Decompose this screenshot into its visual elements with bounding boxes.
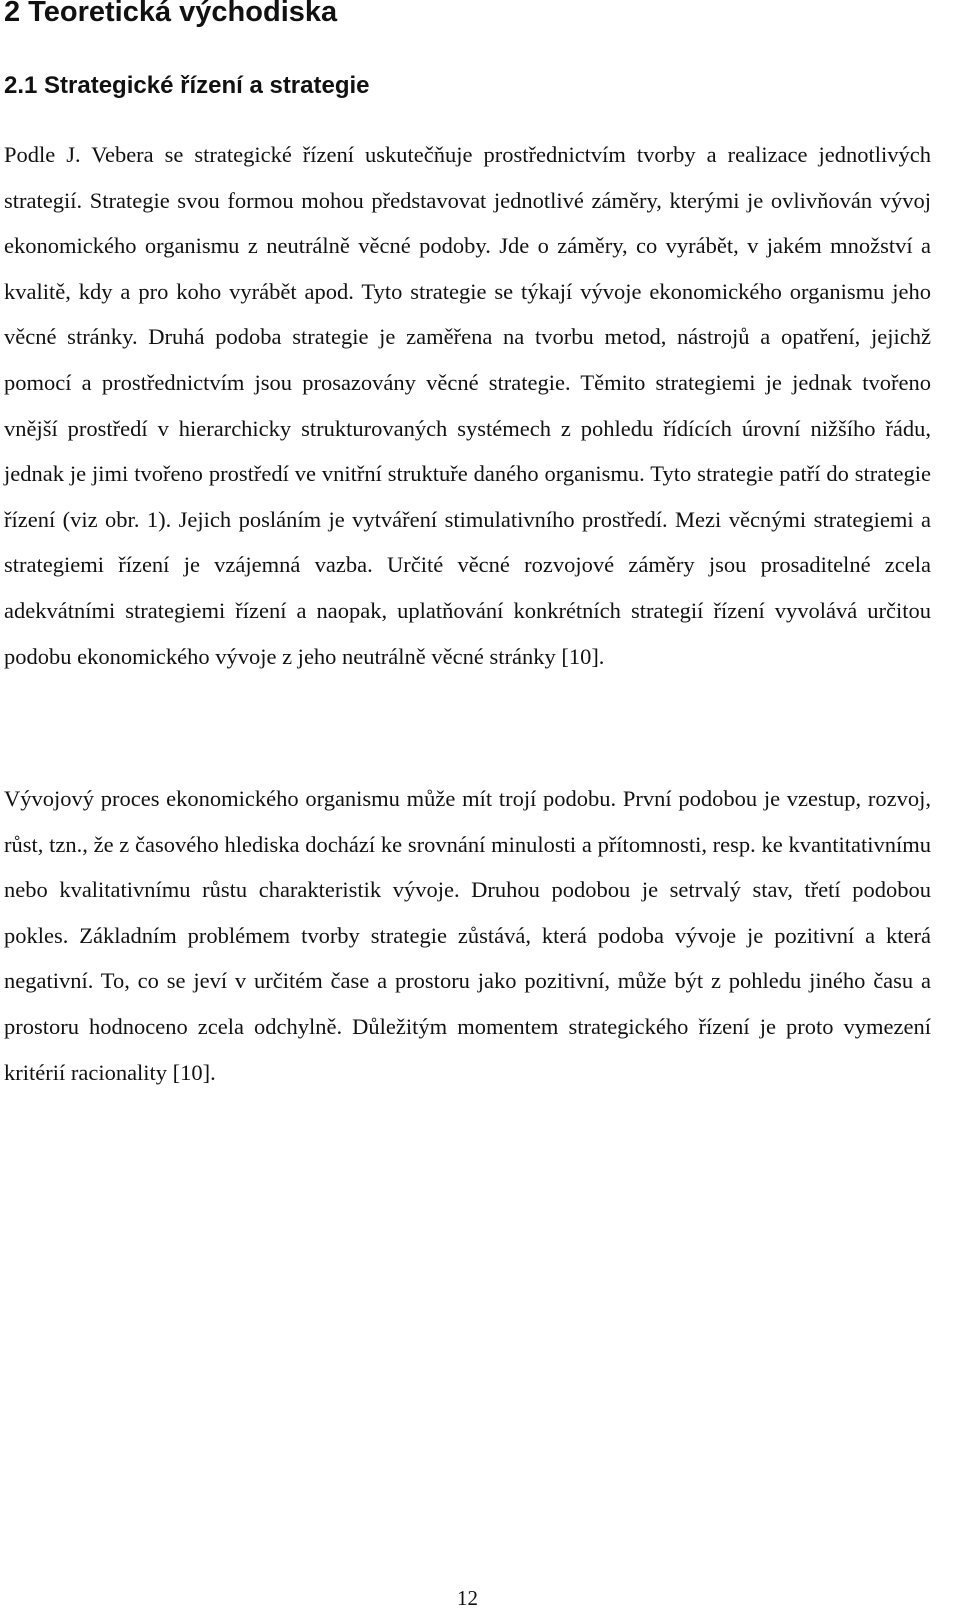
page-number: 12 <box>457 1586 478 1610</box>
section-title: 2.1 Strategické řízení a strategie <box>4 72 370 99</box>
body-paragraph-2: Vývojový proces ekonomického organismu může mít trojí podobu. První podobou je vzestup, rozvoj, růst, tzn., že z časového hlediska dochází ke srovnání minulosti a přítomnosti, resp. ke kvantitativnímu nebo kvalitativnímu růstu charakteristik vývoje. Druhou podobou je setrvalý stav, třetí podobou pokles. Základním problémem tvorby strategie zůstává, která podoba vývoje je pozitivní a která negativní. To, co se jeví v určitém čase a prostoru jako pozitivní, může být z pohledu jiného času a prostoru hodnoceno zcela odchylně. Důležitým momentem strategického řízení je proto vymezení kritérií racionality [10]. <box>4 786 931 1085</box>
chapter-title: 2 Teoretická východiska <box>4 0 338 28</box>
body-paragraph-1: Podle J. Vebera se strategické řízení uskutečňuje prostřednictvím tvorby a realizace jednotlivých strategií. Strategie svou formou mohou představovat jednotlivé záměry, kterými je ovlivňován vývoj ekonomického organismu z neutrálně věcné podoby. Jde o záměry, co vyrábět, v jakém množství a kvalitě, kdy a pro koho vyrábět apod. Tyto strategie se týkají vývoje ekonomického organismu jeho věcné stránky. Druhá podoba strategie je zaměřena na tvorbu metod, nástrojů a opatření, jejichž pomocí a prostřednictvím jsou prosazovány věcné strategie. Těmito strategiemi je jednak tvořeno vnější prostředí v hierarchicky strukturovaných systémech z pohledu řídících úrovní nižšího řádu, jednak je jimi tvořeno prostředí ve vnitřní struktuře daného organismu. Tyto strategie patří do strategie řízení (viz obr. 1). Jejich posláním je vytváření stimulativního prostředí. Mezi věcnými strategiemi a strategiemi řízení je vzájemná vazba. Určité věcné rozvojové záměry jsou prosaditelné zcela adekvátními strategiemi řízení a naopak, uplatňování konkrétních strategií řízení vyvolává určitou podobu ekonomického vývoje z jeho neutrálně věcné stránky [10]. <box>4 142 931 669</box>
